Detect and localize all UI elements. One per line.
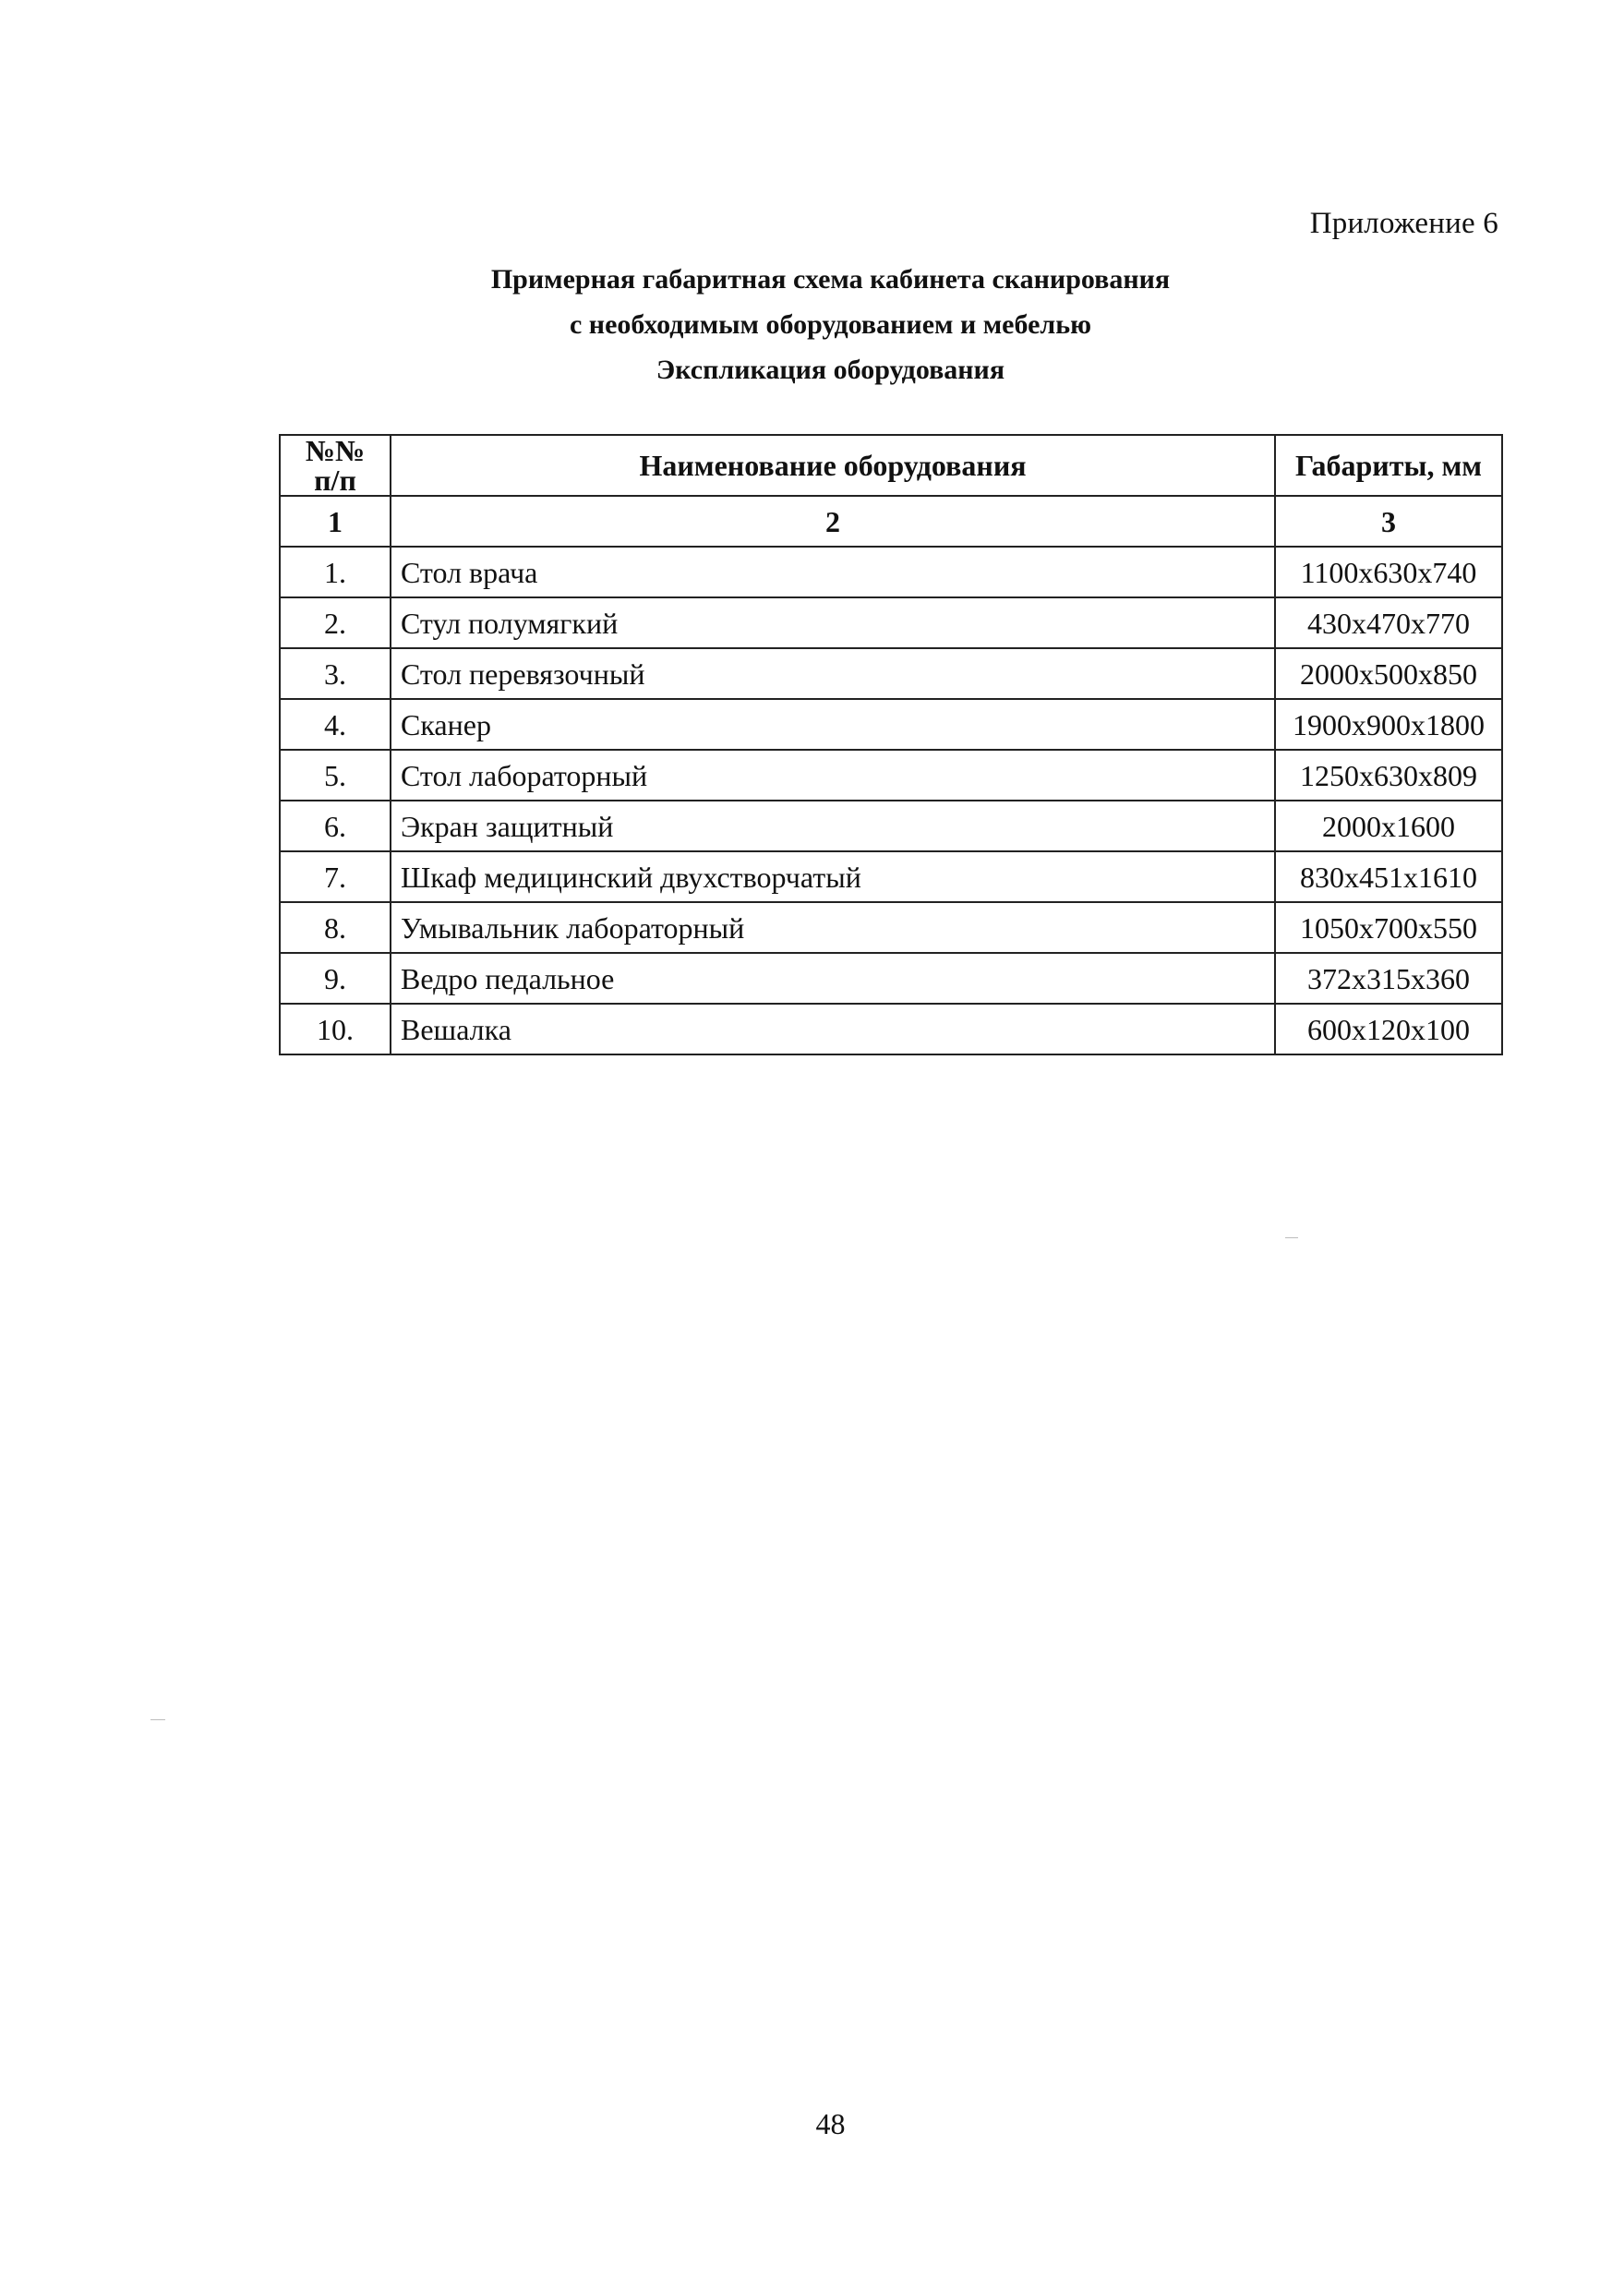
column-number: 2 xyxy=(391,496,1275,547)
row-number: 4. xyxy=(280,699,391,750)
appendix-label: Приложение 6 xyxy=(1309,207,1498,240)
table-row xyxy=(280,547,1502,597)
header-name: Наименование оборудования xyxy=(391,435,1275,496)
equipment-dimensions: 2000x1600 xyxy=(1275,801,1502,851)
table-row xyxy=(280,648,1502,699)
equipment-dimensions: 1900x900x1800 xyxy=(1275,699,1502,750)
scan-speck xyxy=(1285,1237,1298,1238)
equipment-table xyxy=(279,434,1503,1055)
equipment-dimensions: 600x120x100 xyxy=(1275,1004,1502,1054)
equipment-dimensions: 430x470x770 xyxy=(1275,597,1502,648)
equipment-name: Шкаф медицинский двухстворчатый xyxy=(391,851,1275,902)
table-row xyxy=(280,750,1502,801)
equipment-name: Вешалка xyxy=(391,1004,1275,1054)
equipment-name: Ведро педальное xyxy=(391,953,1275,1004)
column-number: 1 xyxy=(280,496,391,547)
row-number: 2. xyxy=(280,597,391,648)
equipment-name: Стол врача xyxy=(391,547,1275,597)
row-number: 3. xyxy=(280,648,391,699)
header-number: №№ п/п xyxy=(280,435,391,496)
equipment-dimensions: 1250x630x809 xyxy=(1275,750,1502,801)
row-number: 6. xyxy=(280,801,391,851)
row-number: 7. xyxy=(280,851,391,902)
document-title: Примерная габаритная схема кабинета сканирования xyxy=(490,264,1171,295)
equipment-name: Стул полумягкий xyxy=(391,597,1275,648)
equipment-name: Экран защитный xyxy=(391,801,1275,851)
row-number: 1. xyxy=(280,547,391,597)
equipment-dimensions: 372x315x360 xyxy=(1275,953,1502,1004)
page-number: 48 xyxy=(815,2107,846,2140)
equipment-name: Сканер xyxy=(391,699,1275,750)
table-row xyxy=(280,1004,1502,1054)
table-row xyxy=(280,597,1502,648)
document-title-block xyxy=(18,257,1624,392)
document-subtitle: с необходимым оборудованием и мебелью xyxy=(569,309,1092,340)
row-number: 5. xyxy=(280,750,391,801)
column-number-row xyxy=(280,496,1502,547)
equipment-dimensions: 830x451x1610 xyxy=(1275,851,1502,902)
equipment-name: Стол лабораторный xyxy=(391,750,1275,801)
header-dimensions: Габариты, мм xyxy=(1275,435,1502,496)
scan-speck xyxy=(150,1719,165,1720)
equipment-dimensions: 1100x630x740 xyxy=(1275,547,1502,597)
equipment-dimensions: 2000x500x850 xyxy=(1275,648,1502,699)
table-header-row xyxy=(280,435,1502,496)
table-row xyxy=(280,699,1502,750)
section-title: Экспликация оборудования xyxy=(656,355,1005,385)
table-row xyxy=(280,953,1502,1004)
equipment-name: Умывальник лабораторный xyxy=(391,902,1275,953)
table-row xyxy=(280,902,1502,953)
row-number: 10. xyxy=(280,1004,391,1054)
column-number: 3 xyxy=(1275,496,1502,547)
row-number: 9. xyxy=(280,953,391,1004)
equipment-name: Стол перевязочный xyxy=(391,648,1275,699)
equipment-dimensions: 1050x700x550 xyxy=(1275,902,1502,953)
row-number: 8. xyxy=(280,902,391,953)
table-row xyxy=(280,851,1502,902)
table-row xyxy=(280,801,1502,851)
